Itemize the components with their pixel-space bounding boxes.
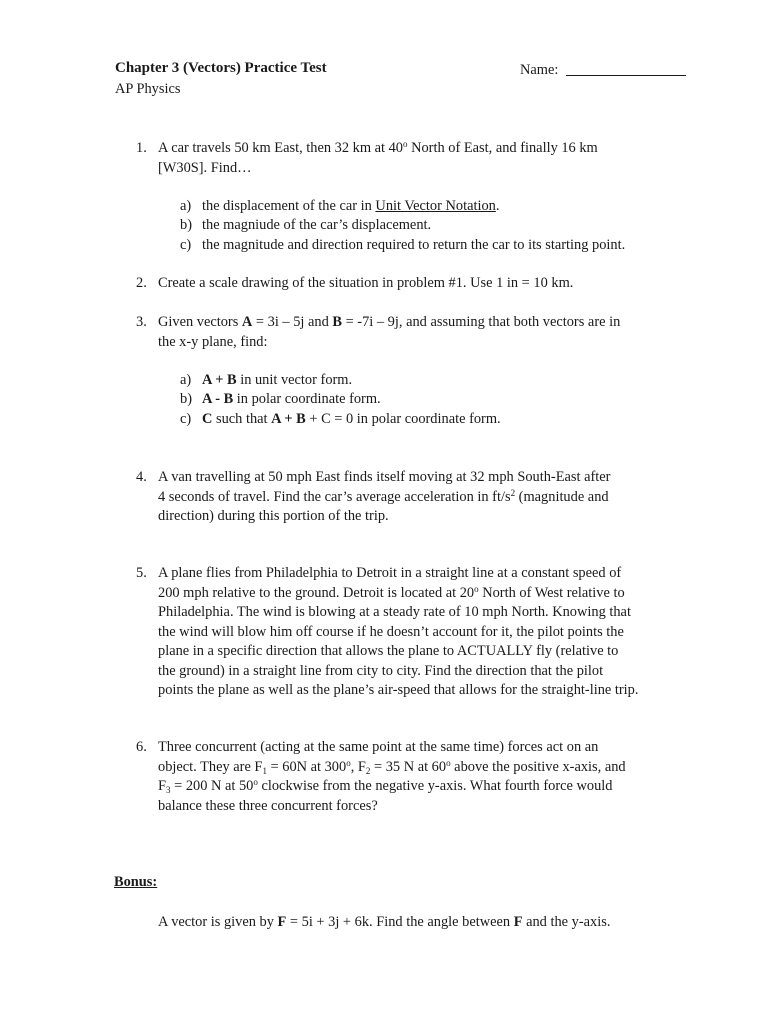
question-3c-text: C such that A + B + C = 0 in polar coordinate form.: [202, 411, 501, 427]
question-1c-label: c): [180, 237, 192, 253]
question-1-number: 1.: [136, 140, 147, 156]
question-1b-label: b): [180, 217, 192, 233]
question-5-number: 5.: [136, 565, 147, 581]
question-3b-label: b): [180, 391, 192, 407]
question-1b-text: the magniude of the car’s displacement.: [202, 217, 432, 233]
name-label: Name:: [520, 62, 559, 78]
question-2-number: 2.: [136, 275, 147, 291]
name-blank-line: [566, 63, 686, 76]
question-4-text: A van travelling at 50 mph East finds itself moving at 32 mph South-East after 4 seconds of travel. Find the car’s average acceleration in $ft/s^2$ (magnitude and direction) during this portion of the trip.: [158, 469, 611, 524]
question-3b-text: A - B in polar coordinate form.: [202, 391, 381, 407]
bonus-heading: Bonus:: [114, 874, 158, 890]
question-6-number: 6.: [136, 739, 147, 755]
question-3a-label: a): [180, 372, 192, 388]
page-subtitle: AP Physics: [115, 81, 181, 97]
question-2-text: Create a scale drawing of the situation in problem #1. Use 1 in = 10 km.: [158, 275, 574, 291]
question-3-text: Given vectors A = 3i – 5j and B = -7i – 9j, and assuming that both vectors are in the x-y plane, find:: [158, 314, 621, 350]
question-3c-label: c): [180, 411, 192, 427]
question-6-text: Three concurrent (acting at the same point at the same time) forces act on an object. They are $F_1 = 60N$ at 300$^o$, $F_2 = 35$ N at 60$^o$ above the positive x-axis, and $F_3 = 200$ N at 50$^o$ clockwise from the negative y-axis. What fourth force would balance these three concurrent forces?: [158, 739, 626, 814]
question-1c-text: the magnitude and direction required to return the car to its starting point.: [202, 237, 626, 253]
question-1a-text: the displacement of the car in Unit Vector Notation.: [202, 198, 500, 214]
question-1a-label: a): [180, 198, 192, 214]
question-3-number: 3.: [136, 314, 147, 330]
page-title: Chapter 3 (Vectors) Practice Test: [115, 60, 327, 76]
question-5-text: A plane flies from Philadelphia to Detroit in a straight line at a constant speed of 200 mph relative to the ground. Detroit is located at 20$^o$ North of West relative to Philadelphia. The wind is blowing at a steady rate of 10 mph North. Knowing that the wind will blow him off course if he doesn’t account for it, the pilot points the plane in a specific direction that allows the plane to ACTUALLY fly (relative to the ground) in a straight line from city to city. Find the direction that the pilot points the plane as well as the plane’s air-speed that allows for the straight-line trip.: [158, 565, 639, 698]
question-1-text: A car travels 50 km East, then 32 km at 40$^o$ North of East, and finally 16 km [W30S]. Find…: [158, 139, 598, 176]
name-field: [520, 62, 686, 79]
question-3a-text: A + B in unit vector form.: [202, 372, 353, 388]
bonus-question-text: A vector is given by F = 5i + 3j + 6k. Find the angle between F and the y-axis.: [158, 914, 611, 930]
question-4-number: 4.: [136, 469, 147, 485]
